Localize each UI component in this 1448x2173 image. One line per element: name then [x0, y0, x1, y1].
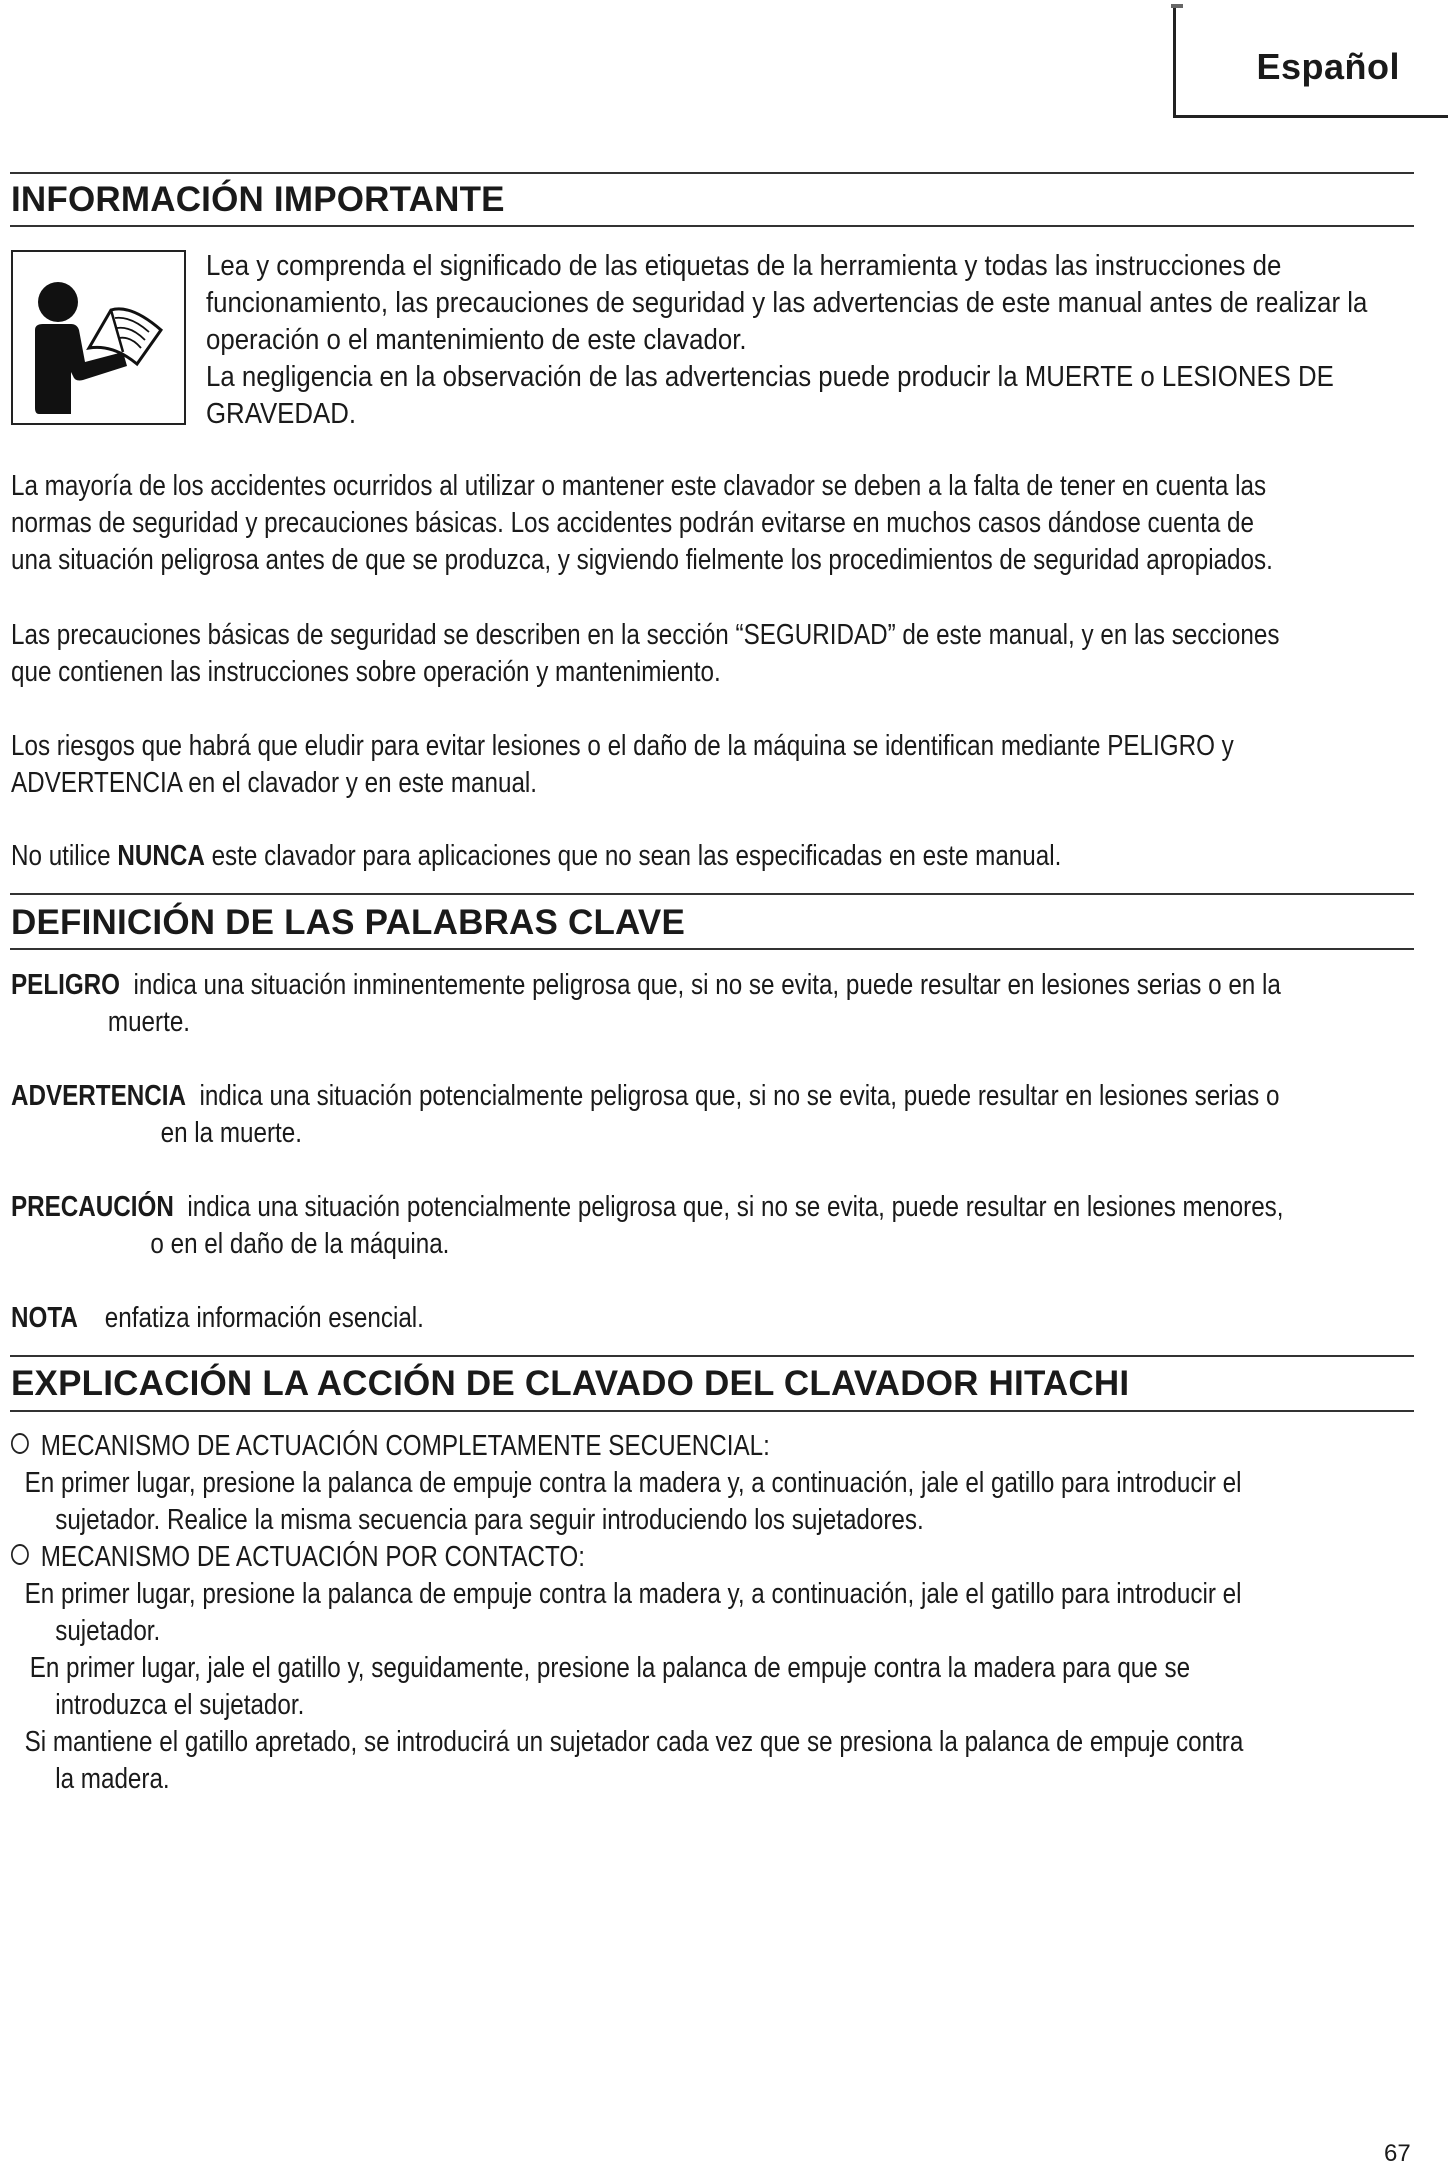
- definition-term: PRECAUCIÓN: [11, 1191, 174, 1223]
- language-tab: [1173, 8, 1448, 118]
- emphasis-never: NUNCA: [117, 840, 205, 872]
- text-line: normas de seguridad y precauciones básicas. Los accidentes podrán evitarse en muchos casos dándose cuenta de: [11, 507, 1254, 539]
- text-line: o en el daño de la máquina.: [150, 1228, 450, 1260]
- text-line: En primer lugar, jale el gatillo y, seguidamente, presione la palanca de empuje contra la madera para que se: [29, 1652, 1191, 1684]
- definition-peligro: [11, 967, 1281, 1041]
- text-line: introduzca el sujetador.: [55, 1689, 305, 1721]
- text-line: operación o el mantenimiento de este clavador.: [206, 324, 747, 356]
- text-run: este clavador para aplicaciones que no sean las especificadas en este manual.: [204, 840, 1062, 872]
- circle-bullet-icon: [11, 1433, 29, 1454]
- tab-mark: [1171, 4, 1183, 8]
- text-line: Las precauciones básicas de seguridad se describen en la sección “SEGURIDAD” de este manual, y en las secciones: [11, 619, 1280, 651]
- text-line: funcionamiento, las precauciones de seguridad y las advertencias de este manual antes de realizar la: [206, 287, 1368, 319]
- text-line: La negligencia en la observación de las advertencias puede producir la MUERTE o LESIONES DE: [206, 361, 1334, 393]
- definition-term: ADVERTENCIA: [11, 1080, 186, 1112]
- text-line: sujetador. Realice la misma secuencia para seguir introduciendo los sujetadores.: [55, 1504, 924, 1536]
- circle-bullet-icon: [11, 1544, 29, 1565]
- definition-precaucion: [11, 1189, 1284, 1263]
- paragraph-precautions: [11, 617, 1279, 691]
- text-line: Lea y comprenda el significado de las etiquetas de la herramienta y todas las instrucciones de: [206, 250, 1282, 282]
- definition-term: NOTA: [11, 1302, 78, 1334]
- page-number: 67: [1384, 2140, 1411, 2167]
- definition-advertencia: [11, 1078, 1279, 1152]
- section-rule-top: [10, 893, 1414, 895]
- section-title-important: INFORMACIÓN IMPORTANTE: [11, 180, 505, 219]
- section-rule-top: [10, 1355, 1414, 1357]
- text-line: En primer lugar, presione la palanca de empuje contra la madera y, a continuación, jale el gatillo para introducir el: [24, 1578, 1242, 1610]
- text-line: En primer lugar, presione la palanca de empuje contra la madera y, a continuación, jale el gatillo para introducir el: [24, 1467, 1242, 1499]
- mechanism-heading-sequential: MECANISMO DE ACTUACIÓN COMPLETAMENTE SECUENCIAL:: [40, 1430, 770, 1462]
- section-title-definitions: DEFINICIÓN DE LAS PALABRAS CLAVE: [11, 903, 686, 942]
- definition-term: PELIGRO: [11, 969, 121, 1001]
- paragraph-accidents: [11, 468, 1273, 579]
- text-run: No utilice: [11, 840, 118, 872]
- text-line: una situación peligrosa antes de que se produzca, y sigviendo fielmente los procedimientos de seguridad apropiados.: [11, 544, 1273, 576]
- text-line: sujetador.: [55, 1615, 161, 1647]
- explanation-text: [11, 1428, 1243, 1798]
- definition-nota: [11, 1300, 424, 1337]
- text-line: ADVERTENCIA en el clavador y en este manual.: [11, 767, 538, 799]
- text-line: La mayoría de los accidentes ocurridos al utilizar o mantener este clavador se deben a la falta de tener en cuenta las: [11, 470, 1267, 502]
- text-line: muerte.: [107, 1006, 191, 1038]
- text-line: GRAVEDAD.: [206, 398, 357, 430]
- text-line: la madera.: [55, 1763, 170, 1795]
- section-rule-top: [10, 172, 1414, 174]
- text-line: Los riesgos que habrá que eludir para evitar lesiones o el daño de la máquina se identifican mediante PELIGRO y: [11, 730, 1234, 762]
- text-line: indica una situación potencialmente peligrosa que, si no se evita, puede resultar en lesiones menores,: [187, 1191, 1284, 1223]
- language-label: Español: [1256, 46, 1400, 87]
- mechanism-heading-contact: MECANISMO DE ACTUACIÓN POR CONTACTO:: [40, 1541, 585, 1573]
- text-line: que contienen las instrucciones sobre operación y mantenimiento.: [11, 656, 721, 688]
- person-reading-manual-icon: [11, 250, 186, 425]
- text-line: indica una situación potencialmente peligrosa que, si no se evita, puede resultar en lesiones serias o: [199, 1080, 1280, 1112]
- text-line: Si mantiene el gatillo apretado, se introducirá un sujetador cada vez que se presiona la palanca de empuje contra: [24, 1726, 1244, 1758]
- paragraph-risks: [11, 728, 1234, 802]
- text-line: enfatiza información esencial.: [104, 1302, 424, 1334]
- text-line: en la muerte.: [160, 1117, 302, 1149]
- paragraph-never-use: [11, 838, 1061, 875]
- text-line: indica una situación inminentemente peligrosa que, si no se evita, puede resultar en lesiones serias o en la: [133, 969, 1281, 1001]
- section-rule-bottom: [10, 1410, 1414, 1412]
- section-rule-bottom: [10, 948, 1414, 950]
- section-rule-bottom: [10, 225, 1414, 227]
- section-title-explanation: EXPLICACIÓN LA ACCIÓN DE CLAVADO DEL CLAVADOR HITACHI: [11, 1364, 1130, 1403]
- important-box-text: [206, 248, 1367, 433]
